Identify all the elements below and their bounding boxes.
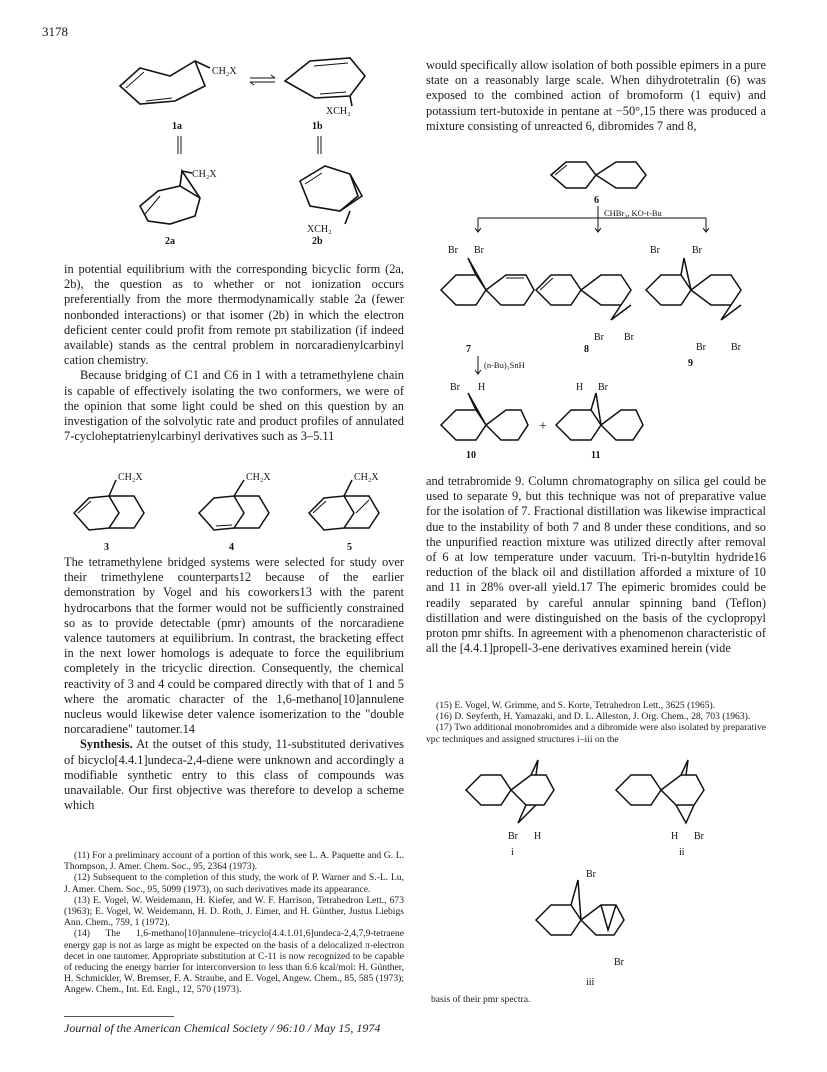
br-ii: Br [694,831,704,842]
tin-hydride-label: (n-Bu)₃SnH [484,360,525,370]
h-i: H [534,831,542,842]
structure-4 [199,480,269,530]
scheme-1-2 [100,46,430,296]
journal-footer: Journal of the American Chemical Society / 96:10 / May 15, 1974 [64,1021,381,1035]
left-paragraph-1: in potential equilibrium with the corresponding bicyclic form (2a, 2b), the question as to whether or not ionization occurs preferentially from the more thermodynamically stable 2a (fewer nonbonded interactions) or that isomer (2b) in which the electron deficient center could profit from remote pπ stabilization (if indeed available) stands as the central problem in norcaradienylcarbinyl cation chemistry. [64,262,404,368]
label-4: 4 [229,542,234,553]
equilibrium-arrow [250,75,275,85]
label-ch2x-3: CH₂X [118,472,143,483]
footnote-13: (13) E. Vogel, W. Weidemann, H. Kiefer, and W. F. Harrison, Tetrahedron Lett., 673 (1963); E. Vogel, W. Weidemann, H. D. Roth, J. Eimer, and H. Günther, Justus Liebigs Ann. Chem., 759, 1 (1972). [64,894,404,929]
label-1a: 1a [172,121,182,132]
label-iii: iii [586,977,595,988]
vertical-equilibria [178,136,321,154]
br-9c: Br [696,342,706,353]
structure-9 [646,258,741,320]
br-9b: Br [692,245,702,256]
label-6: 6 [594,195,599,206]
label-xch2-2b: XCH₂ [307,224,332,235]
left-column-lower [64,555,404,813]
left-paragraph-4: At the outset of this study, 11-substituted derivatives of bicyclo[4.4.1]undeca-2,4-diene were unknown and accordingly a modifiable synthetic entry to this class of compounds was unavailable. Our first objective was therefore to develop a scheme which [64,737,404,813]
reduction-arrow [475,356,481,374]
footnote-11: (11) For a preliminary account of a portion of this work, see L. A. Paquette and G. L. Thompson, J. Amer. Chem. Soc., 95, 2364 (1973). [64,850,404,873]
label-ch2x: CH₂X [212,66,237,77]
br-8a: Br [594,332,604,343]
right-paragraph-2: and tetrabromide 9. Column chromatography on silica gel could be used to separate 9, but this technique was not of preparative value for the isolation of 7. Fractional distillation was likewise impractical due to the instability of both 7 and 8 under these conditions, and so the unpurified reaction mixture was utilized directly after removal of 6 at low temperature under vacuum. Tri-n-butyltin hydride16 reduction of the black oil and distillation afforded a mixture of 10 and 11 in 28% over-all yield.17 The epimeric bromides could be readily separated by careful annular spinning band (Teflon) distillation and were distinguished on the basis of the cyclopropyl proton pmr shifts. In agreement with a phenomenon characteristic of all the [4.4.1]propell-3-ene derivatives examined herein (vide [426,474,766,656]
br-i: Br [508,831,518,842]
right-paragraph-1: would specifically allow isolation of both possible epimers in a pure state on a reasonably large scale. When dihydrotetralin (6) was exposed to the combined action of bromoform (1 equiv) and potassium tert-butoxide in pentane at −50°,15 there was produced a mixture consisting of unreacted 6, dibromides 7 and 8, [426,58,766,133]
branch-arrows [475,206,709,232]
structure-1b [285,58,365,106]
br-iii-b: Br [614,957,624,968]
scheme-i-iii [426,755,766,1015]
label-7: 7 [466,344,471,355]
plus-sign: + [539,419,547,434]
br-7b: Br [474,245,484,256]
synthesis-heading: Synthesis. [80,737,133,752]
label-8: 8 [584,344,589,355]
label-2a: 2a [165,236,175,247]
structure-11 [556,393,643,440]
reagent-label: CHBr₃, KO-t-Bu [604,208,662,218]
label-10: 10 [466,450,476,461]
structure-10 [441,393,528,440]
structure-iii [536,880,624,935]
br-9d: Br [731,342,741,353]
br-8b: Br [624,332,634,343]
label-3: 3 [104,542,109,553]
structure-8 [536,275,631,320]
left-paragraph-2: Because bridging of C1 and C6 in 1 with a tetramethylene chain is capable of effectively isolating the two conformers, we were of the opinion that some light could be shed on this question by an investigation of the solvolytic rate and product profiles of annulated 7-cycloheptatrienylcarbinyl derivatives such as 3–5.11 [64,368,404,444]
footnote-17: (17) Two additional monobromides and a dibromide were also isolated by preparative vpc techniques and assigned structures i–iii on the [426,722,766,745]
label-5: 5 [347,542,352,553]
h-10: H [478,382,486,393]
left-footnotes [64,850,404,996]
br-10: Br [450,382,460,393]
structure-2a [140,171,200,224]
br-iii-a: Br [586,869,596,880]
structure-7 [441,258,534,305]
structure-2b [300,166,362,224]
label-ii: ii [679,847,685,858]
br-9a: Br [650,245,660,256]
br-7a: Br [448,245,458,256]
page-number: 3178 [42,24,68,39]
label-11: 11 [591,450,601,461]
structure-6 [551,162,646,188]
label-ch2x-2a: CH₂X [192,169,217,180]
footnote-14: (14) The 1,6-methano[10]annulene–tricyclo[4.4.1.01,6]undeca-2,4,7,9-tetraene energy gap is not as large as might be expected on the basis of a delocalized π-electron decet in one tautomer. Appropriate substitution at C-11 is now recognized to be capable of reducing the energy barrier for interconversion to less than 6.6 kcal/mol: H. Günther, H. Schmickler, W. Bremser, F. A. Straube, and E. Vogel, Angew. Chem., 85, 585 (1973); Angew. Chem., Int. Ed. Engl., 12, 570 (1973). [64,928,404,996]
structure-i [466,760,554,823]
structure-1a [120,61,210,104]
label-i: i [511,847,514,858]
structure-5 [309,480,379,530]
label-2b: 2b [312,236,323,247]
right-column-top [426,58,766,134]
label-ch2x-5: CH₂X [354,472,379,483]
scheme-6-11 [426,140,766,460]
footer-rule [64,1016,174,1017]
label-ch2x-4: CH₂X [246,472,271,483]
footnote-15: (15) E. Vogel, W. Grimme, and S. Korte, Tetrahedron Lett., 3625 (1965). [436,700,716,711]
left-column [64,262,404,444]
h-ii: H [671,831,679,842]
footnote-12: (12) Subsequent to the completion of this study, the work of P. Warner and S.-L. Lu, J. Amer. Chem. Soc., 95, 5099 (1973), on such derivatives made its appearance. [64,872,404,895]
right-column-middle [426,474,766,656]
basis-text: basis of their pmr spectra. [431,994,531,1005]
scheme-3-5 [64,468,404,558]
label-xch2-1b: XCH₂ [326,106,351,117]
footnote-16: (16) D. Seyferth, H. Yamazaki, and D. L. Alleston, J. Org. Chem., 28, 703 (1963). [436,711,751,723]
left-paragraph-3: The tetramethylene bridged systems were selected for study over their trimethylene counterparts12 because of the earlier demonstration by Vogel and his coworkers13 with the parent hydrocarbons that the former would not be sufficiently constrained so as to provide detectable (pmr) amounts of the norcaradiene valence tautomers at equilibrium. In contrast, the bracketing effect in the next lower homologs is adequate to force the equilibrium completely in the tricyclic direction. Consequently, the chemical reactivity of 3 and 4 could be compared directly with that of 1 and 5 where the aromatic character of the 1,6-methano[10]annulene nucleus would likewise deter valence isomerization to the "double norcaradiene" tautomer.14 [64,555,404,737]
label-1b: 1b [312,121,323,132]
structure-ii [616,760,704,823]
right-footnotes [426,700,766,745]
h-11: H [576,382,584,393]
structure-3 [74,480,144,530]
br-11: Br [598,382,608,393]
label-9: 9 [688,358,693,369]
